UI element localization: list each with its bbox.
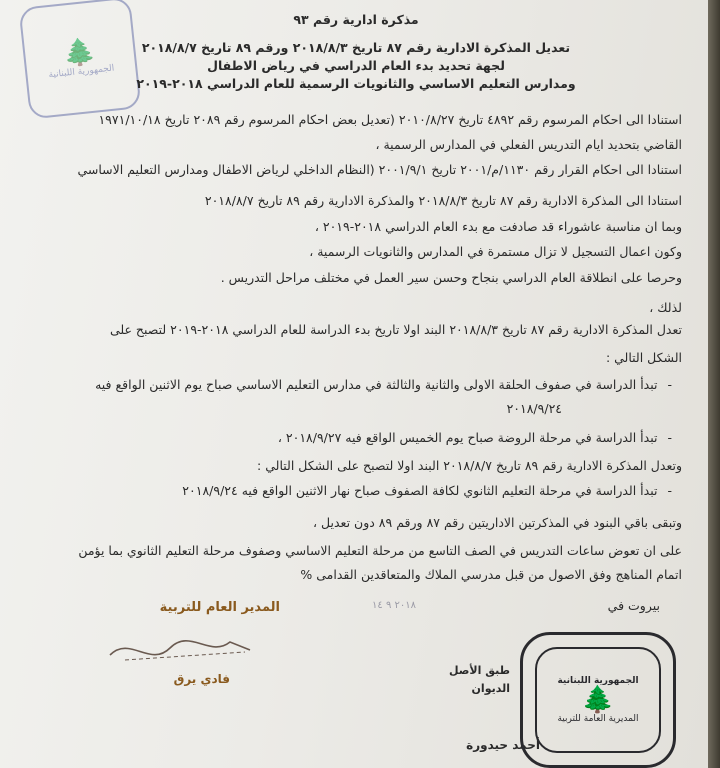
closing-line: وتبقى باقي البنود في المذكرتين الاداريتين رقم ٨٧ ورقم ٨٩ دون تعديل ، (313, 515, 682, 530)
memo-number: مذكرة ادارية رقم ٩٣ (293, 12, 419, 27)
subject-line-1: تعديل المذكرة الادارية رقم ٨٧ تاريخ ٢٠١٨/٨/٣ ورقم ٨٩ تاريخ ٢٠١٨/٨/٧ (141, 40, 571, 55)
place-date: بيروت في (607, 598, 660, 613)
body-line: وكون اعمال التسجيل لا تزال مستمرة في المدارس والثانويات الرسمية ، (309, 244, 682, 259)
closing-line: على ان تعوض ساعات التدريس في الصف التاسع من مرحلة التعليم الاساسي وصفوف مرحلة التعليم الثانوي بما يؤمن (78, 543, 682, 558)
ministry-stamp-top: 🌲 الجمهورية اللبنانية (18, 0, 141, 120)
body-line: استنادا الى المذكرة الادارية رقم ٨٧ تاريخ ٢٠١٨/٨/٣ والمذكرة الادارية رقم ٨٩ تاريخ ٢٠١٨/٨/٧ (204, 193, 682, 208)
subject-line-3: ومدارس التعليم الاساسي والثانويات الرسمية للعام الدراسي ٢٠١٨-٢٠١٩ (136, 76, 576, 91)
true-copy-label: طبق الأصل الديوان (448, 664, 510, 695)
cedar-icon: 🌲 (581, 685, 615, 715)
list-item: - تبدأ الدراسة في مرحلة الروضة صباح يوم الخميس الواقع فيه ٢٠١٨/٩/٢٧ ، (30, 430, 672, 446)
body-line: وحرصا على انطلاقة العام الدراسي بنجاح وحسن سير العمل في مختلف مراحل التدريس . (220, 270, 682, 285)
list-item: - تبدأ الدراسة في مرحلة التعليم الثانوي لكافة الصفوف صباح نهار الاثنين الواقع فيه ٢٠١٨/٩/٢٤ (30, 483, 672, 499)
body-line: استنادا الى احكام القرار رقم ١١٣٠/م/٢٠٠١ تاريخ ٢٠٠١/٩/١ (النظام الداخلي لرياض الاطفال ومدارس التعليم الاساسي (77, 162, 682, 177)
list-item: - تبدأ الدراسة في صفوف الحلقة الاولى والثانية والثالثة في مدارس التعليم الاساسي صباح يوم الاثنين الواقع فيه (30, 377, 672, 393)
body-line: استنادا الى احكام المرسوم رقم ٤٨٩٢ تاريخ ٢٠١٠/٨/٢٧ (تعديل بعض احكام المرسوم رقم ٢٠٨٩ تاريخ ١٩٧١/١٠/١٨ (98, 112, 682, 127)
closing-line: اتمام المناهج وفق الاصول من قبل مدرسي الملاك والمتعاقدين القدامى % (300, 567, 682, 582)
copy-signer-name: أحمد حيدورة (466, 738, 540, 752)
body-line: تعدل المذكرة الادارية رقم ٨٧ تاريخ ٢٠١٨/٨/٣ البند اولا تاريخ بدء الدراسة للعام الدراسي ٢٠١٨-٢٠١٩ لتصبح على (109, 322, 682, 337)
body-line: الشكل التالي : (605, 350, 682, 365)
body-line: لذلك ، (649, 300, 682, 315)
list-item-continuation: ٢٠١٨/٩/٢٤ (506, 401, 562, 416)
subject-line-2: لجهة تحديد بدء العام الدراسي في رياض الاطفال (207, 58, 505, 73)
date-stamp: ٢٠١٨ ٩ ١٤ (372, 600, 416, 611)
signatory-title: المدير العام للتربية (159, 600, 280, 615)
body-line: القاضي بتحديد ايام التدريس الفعلي في المدارس الرسمية ، (375, 137, 682, 152)
page-edge-shadow (708, 0, 720, 768)
signature (105, 630, 255, 670)
cedar-icon: 🌲 (61, 36, 98, 70)
body-line: وبما ان مناسبة عاشوراء قد صادفت مع بدء العام الدراسي ٢٠١٨-٢٠١٩ ، (314, 219, 682, 234)
amend-line: وتعدل المذكرة الادارية رقم ٨٩ تاريخ ٢٠١٨/٨/٧ البند اولا لتصبح على الشكل التالي : (257, 458, 682, 473)
ministry-stamp-bottom: الجمهورية اللبنانية 🌲 المديرية العامة للتربية (520, 632, 676, 768)
signatory-name: فادي يرق (173, 672, 230, 686)
